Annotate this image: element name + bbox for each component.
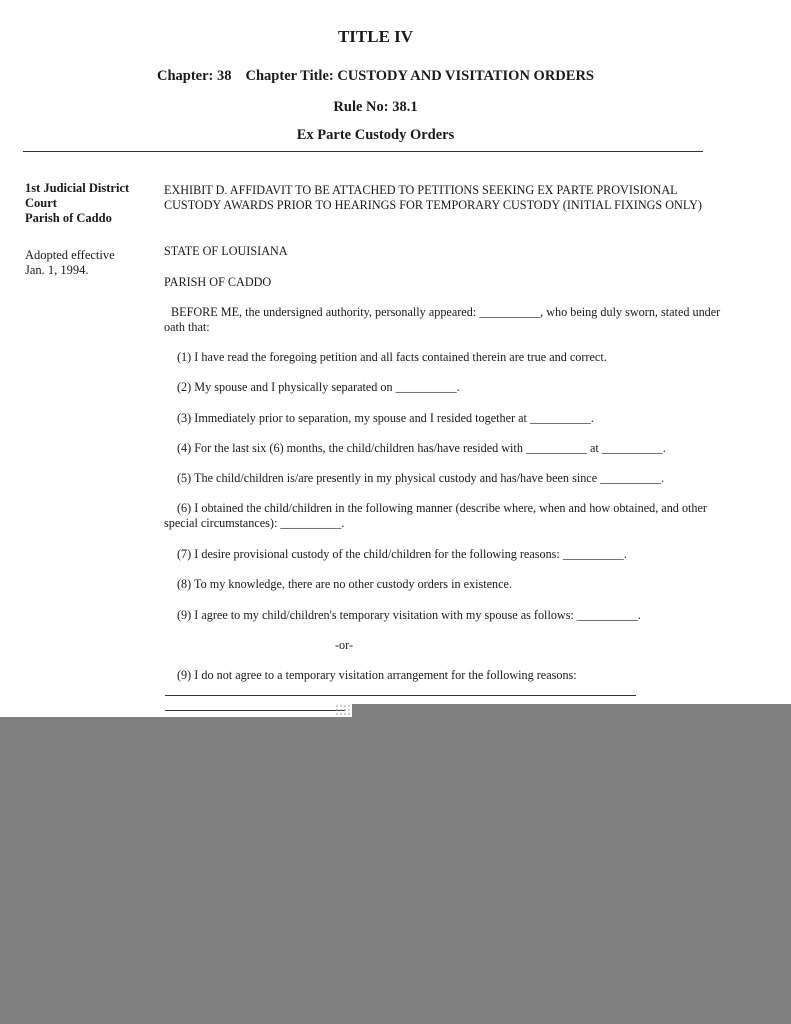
adoption-info: [25, 248, 115, 278]
affidavit-item-4: (4) For the last six (6) months, the child/children has/have resided with __________ at __________.: [177, 441, 666, 455]
affidavit-item-9: (9) I agree to my child/children's temporary visitation with my spouse as follows: __________.: [177, 608, 641, 622]
parish-line: PARISH OF CADDO: [164, 275, 272, 289]
before-me-paragraph: BEFORE ME, the undersigned authority, personally appeared: __________, who being duly sworn, stated under oath that:: [164, 305, 721, 334]
header-divider: [23, 151, 703, 152]
scan-redaction-step: [352, 704, 791, 718]
rule-name: Ex Parte Custody Orders: [296, 127, 455, 143]
affidavit-item-8: (8) To my knowledge, there are no other custody orders in existence.: [177, 577, 512, 591]
adopted-line-1: Adopted effective: [25, 248, 115, 262]
affidavit-item-3: (3) Immediately prior to separation, my spouse and I resided together at __________.: [177, 411, 594, 425]
chapter-number: Chapter: 38: [157, 68, 232, 84]
court-line-2: Court: [25, 196, 57, 210]
state-line: STATE OF LOUISIANA: [164, 244, 288, 258]
scan-artifact: [335, 704, 351, 718]
affidavit-item-7: (7) I desire provisional custody of the child/children for the following reasons: __________.: [177, 547, 627, 561]
chapter-heading: [0, 68, 751, 85]
adopted-line-2: Jan. 1, 1994.: [25, 263, 89, 277]
or-separator: -or-: [334, 638, 354, 652]
court-line-1: 1st Judicial District: [25, 181, 130, 195]
affidavit-item-6: (6) I obtained the child/children in the following manner (describe where, when and how obtained, and other special circumstances): __________.: [164, 501, 707, 530]
court-line-3: Parish of Caddo: [25, 211, 112, 225]
reasons-line-2: [165, 710, 345, 711]
chapter-title: Chapter Title: CUSTODY AND VISITATION ORDERS: [245, 68, 594, 84]
reasons-line-1: [165, 695, 636, 696]
affidavit-item-5: (5) The child/children is/are presently in my physical custody and has/have been since __________.: [177, 471, 665, 485]
exhibit-heading: EXHIBIT D. AFFIDAVIT TO BE ATTACHED TO PETITIONS SEEKING EX PARTE PROVISIONAL CUSTODY AWARDS PRIOR TO HEARINGS FOR TEMPORARY CUSTODY (INITIAL FIXINGS ONLY): [164, 183, 702, 212]
rule-number: Rule No: 38.1: [333, 99, 418, 115]
affidavit-item-2: (2) My spouse and I physically separated on __________.: [177, 380, 460, 394]
affidavit-item-9-alt: (9) I do not agree to a temporary visitation arrangement for the following reasons:: [177, 668, 577, 682]
affidavit-item-1: (1) I have read the foregoing petition and all facts contained therein are true and correct.: [177, 350, 607, 364]
court-info: [25, 181, 129, 226]
document-title: TITLE IV: [337, 27, 414, 46]
scan-redaction-area: [0, 717, 791, 1024]
